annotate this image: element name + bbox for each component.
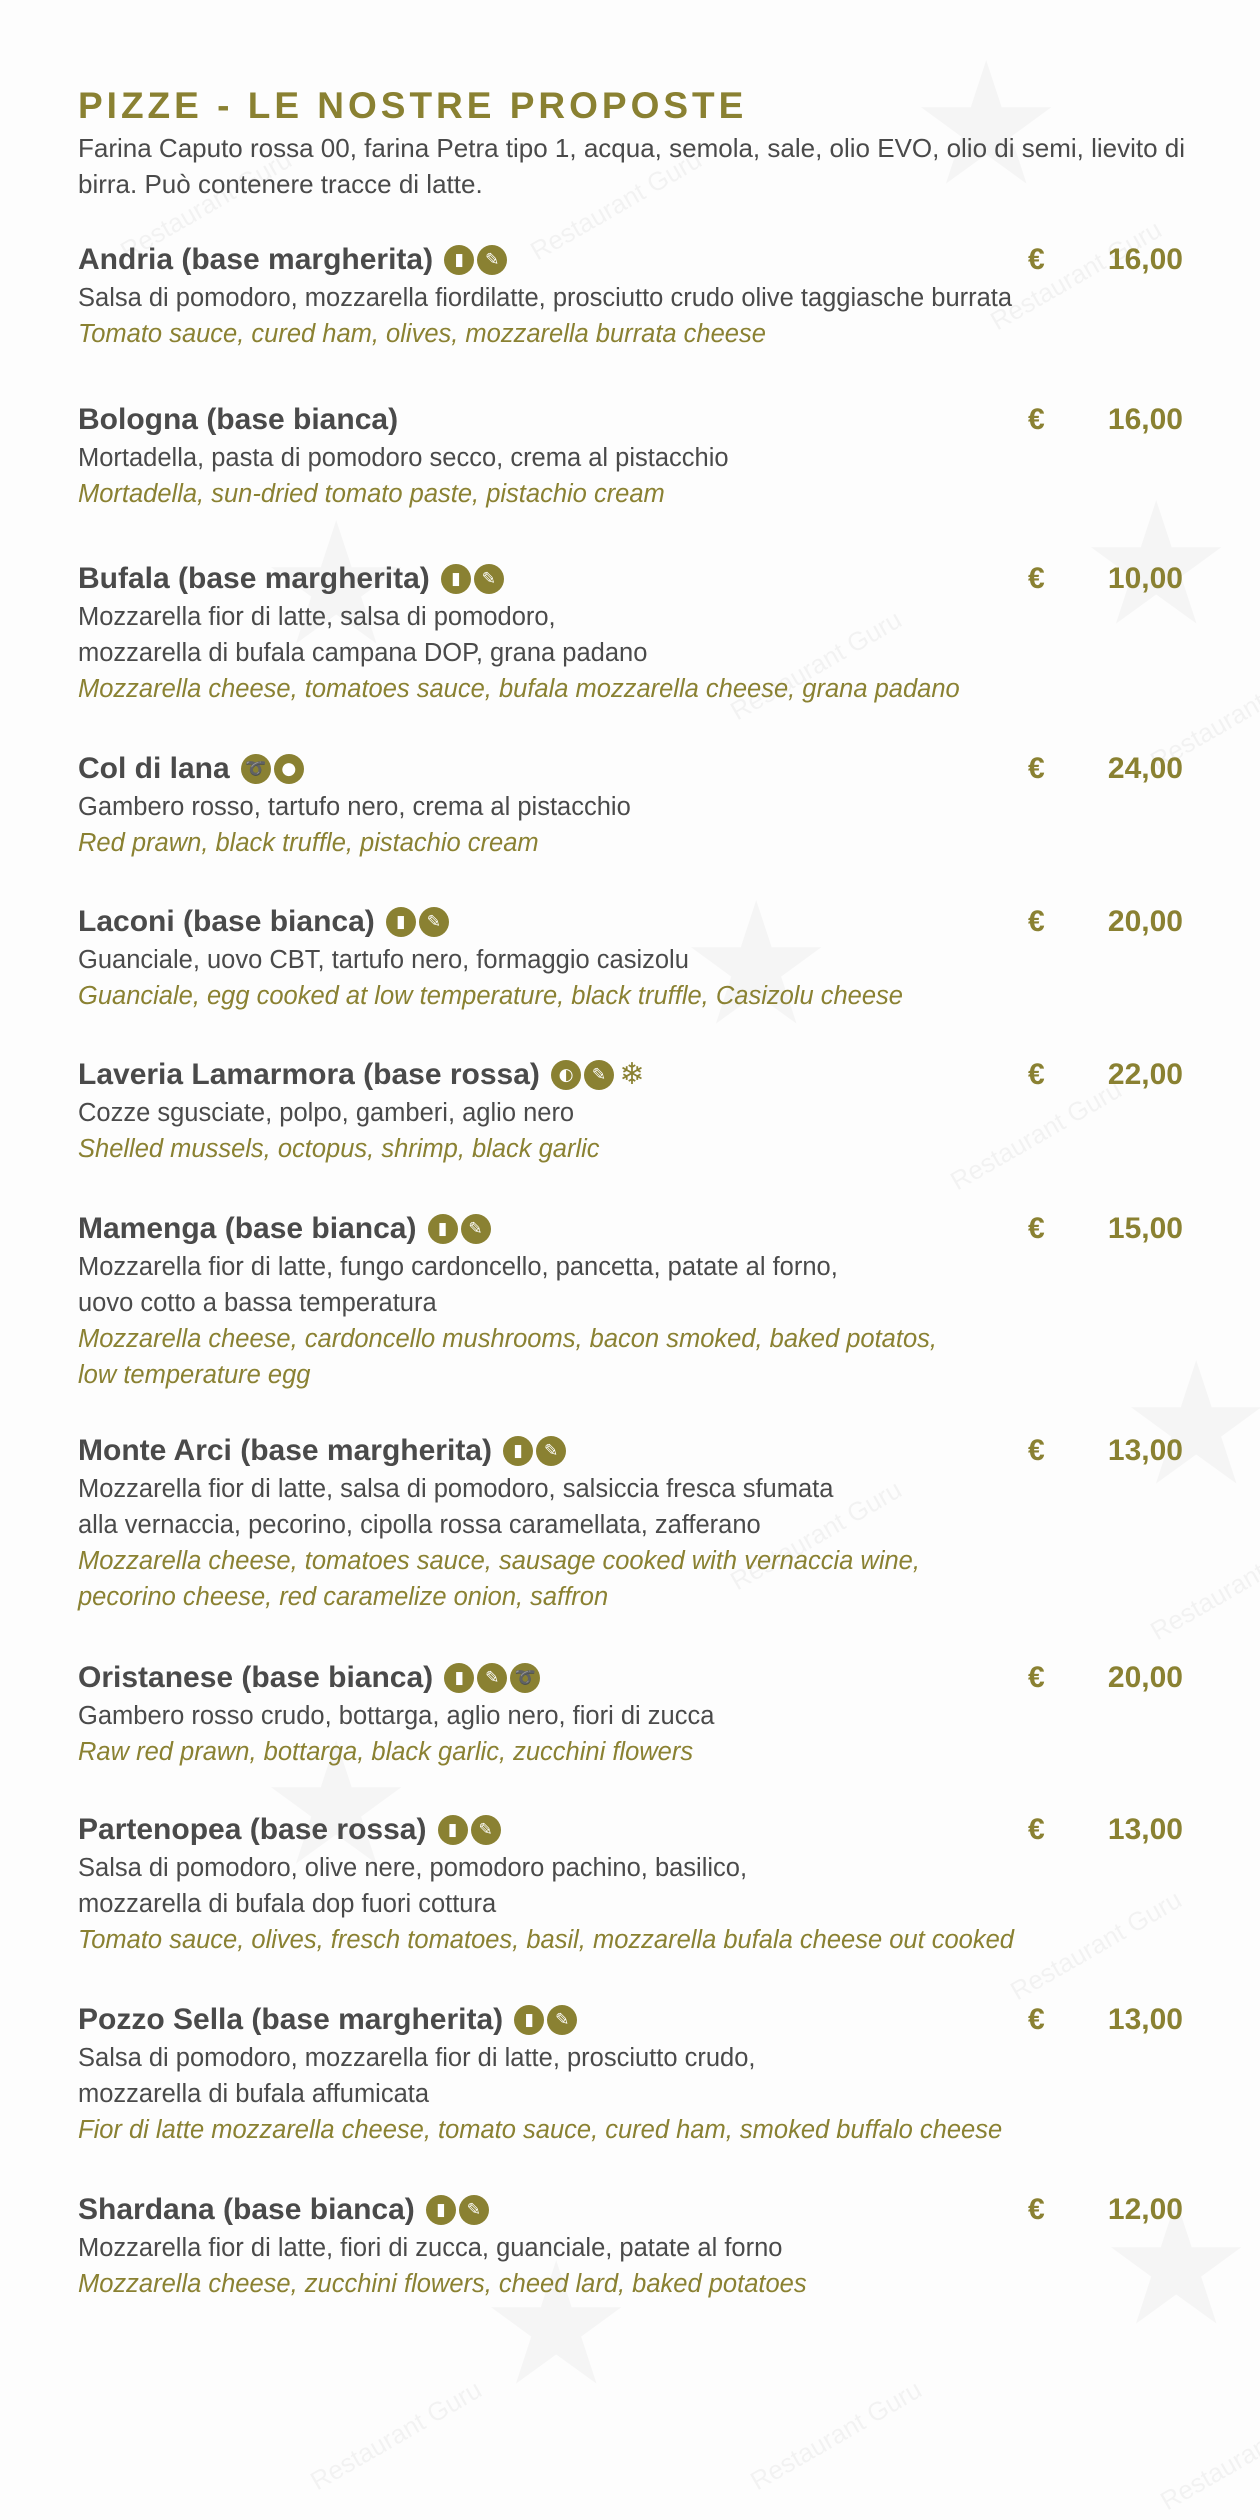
- item-english: Raw red prawn, bottarga, black garlic, zucchini flowers: [78, 1738, 694, 1766]
- item-english: Mozzarella cheese, tomatoes sauce, sausage cooked with vernaccia wine, pecorino cheese, red caramelize onion, saffron: [78, 1547, 920, 1611]
- currency-symbol: €: [1028, 1434, 1045, 1467]
- bottle-icon: ▮: [514, 2005, 544, 2035]
- item-name: Monte Arci (base margherita): [78, 1434, 492, 1467]
- item-english: Mozzarella cheese, tomatoes sauce, bufala mozzarella cheese, grana padano: [78, 675, 960, 703]
- item-name: Pozzo Sella (base margherita): [78, 2003, 504, 2036]
- item-description: Gambero rosso crudo, bottarga, aglio nero, fiori di zucca: [78, 1702, 715, 1730]
- item-price: 10,00: [1107, 562, 1183, 595]
- shrimp-icon: ➰: [241, 754, 271, 784]
- item-name: Bufala (base margherita): [78, 562, 430, 595]
- item-price: 22,00: [1107, 1058, 1183, 1091]
- currency-symbol: €: [1028, 403, 1045, 436]
- menu-item: [78, 2000, 1183, 2148]
- item-price: 15,00: [1107, 1212, 1183, 1245]
- item-description: Gambero rosso, tartufo nero, crema al pistacchio: [78, 793, 631, 821]
- item-price: 24,00: [1107, 752, 1183, 785]
- item-description: Salsa di pomodoro, mozzarella fior di latte, prosciutto crudo, mozzarella di bufala affumicata: [78, 2044, 756, 2108]
- item-price: 16,00: [1107, 403, 1183, 436]
- wheat-icon: ✎: [536, 1436, 566, 1466]
- menu-item: [78, 902, 1183, 1014]
- menu-item: [78, 240, 1183, 352]
- item-description: Mozzarella fior di latte, fiori di zucca, guanciale, patate al forno: [78, 2234, 783, 2262]
- wheat-icon: ✎: [477, 1663, 507, 1693]
- page-title: PIZZE - LE NOSTRE PROPOSTE: [78, 85, 748, 126]
- bottle-icon: ▮: [428, 1214, 458, 1244]
- menu-item: [78, 559, 1183, 707]
- item-name: Bologna (base bianca): [78, 403, 399, 436]
- currency-symbol: €: [1028, 1212, 1045, 1245]
- currency-symbol: €: [1028, 1661, 1045, 1694]
- nut-icon: ●: [274, 754, 304, 784]
- menu-item: [78, 1055, 1183, 1167]
- item-description: Mozzarella fior di latte, salsa di pomodoro, salsiccia fresca sfumata alla vernaccia, pecorino, cipolla rossa caramellata, zafferano: [78, 1475, 834, 1539]
- item-name: Andria (base margherita): [78, 243, 434, 276]
- item-description: Salsa di pomodoro, olive nere, pomodoro pachino, basilico, mozzarella di bufala dop fuori cottura: [78, 1854, 748, 1918]
- item-english: Shelled mussels, octopus, shrimp, black garlic: [78, 1135, 600, 1163]
- currency-symbol: €: [1028, 243, 1045, 276]
- bottle-icon: ▮: [444, 1663, 474, 1693]
- watermark-text: [305, 2374, 487, 2497]
- bottle-icon: ▮: [386, 907, 416, 937]
- bottle-icon: ▮: [426, 2195, 456, 2225]
- item-name: Col di lana: [78, 752, 230, 785]
- intro-text: Farina Caputo rossa 00, farina Petra tipo 1, acqua, semola, sale, olio EVO, olio di semi, lievito di birra. Può contenere tracce di latte.: [78, 133, 1186, 200]
- menu-item: [78, 1431, 1183, 1615]
- item-english: Tomato sauce, cured ham, olives, mozzarella burrata cheese: [78, 320, 766, 348]
- menu-item: [78, 2190, 1183, 2302]
- currency-symbol: €: [1028, 1813, 1045, 1846]
- currency-symbol: €: [1028, 905, 1045, 938]
- item-price: 20,00: [1107, 1661, 1183, 1694]
- menu-item: [78, 749, 1183, 861]
- wheat-icon: ✎: [419, 907, 449, 937]
- shrimp-icon: ➰: [510, 1663, 540, 1693]
- item-name: Laveria Lamarmora (base rossa): [78, 1058, 540, 1091]
- wheat-icon: ✎: [547, 2005, 577, 2035]
- item-english: Tomato sauce, olives, fresch tomatoes, basil, mozzarella bufala cheese out cooked: [78, 1926, 1014, 1954]
- currency-symbol: €: [1028, 1058, 1045, 1091]
- item-price: 16,00: [1107, 243, 1183, 276]
- watermark-text: [745, 2374, 927, 2497]
- menu-item: [78, 1810, 1183, 1958]
- item-name: Partenopea (base rossa): [78, 1813, 427, 1846]
- wheat-icon: ✎: [474, 564, 504, 594]
- fish-icon: ◐: [551, 1060, 581, 1090]
- currency-symbol: €: [1028, 752, 1045, 785]
- item-english: Mozzarella cheese, cardoncello mushrooms, bacon smoked, baked potatos, low temperature egg: [78, 1325, 937, 1389]
- wheat-icon: ✎: [471, 1815, 501, 1845]
- item-english: Red prawn, black truffle, pistachio cream: [78, 829, 539, 857]
- item-english: Guanciale, egg cooked at low temperature, black truffle, Casizolu cheese: [78, 982, 903, 1010]
- bottle-icon: ▮: [441, 564, 471, 594]
- item-description: Mozzarella fior di latte, salsa di pomodoro, mozzarella di bufala campana DOP, grana padano: [78, 603, 648, 667]
- item-name: Oristanese (base bianca): [78, 1661, 434, 1694]
- item-price: 13,00: [1107, 2003, 1183, 2036]
- snowflake-icon: ❄: [619, 1057, 645, 1092]
- item-description: Mozzarella fior di latte, fungo cardoncello, pancetta, patate al forno, uovo cotto a bassa temperatura: [78, 1253, 838, 1317]
- item-price: 13,00: [1107, 1813, 1183, 1846]
- wheat-icon: ✎: [477, 245, 507, 275]
- item-description: Mortadella, pasta di pomodoro secco, crema al pistacchio: [78, 444, 729, 472]
- currency-symbol: €: [1028, 2003, 1045, 2036]
- menu-item: [78, 1658, 1183, 1770]
- menu-page: [78, 84, 1186, 2298]
- currency-symbol: €: [1028, 562, 1045, 595]
- item-english: Fior di latte mozzarella cheese, tomato sauce, cured ham, smoked buffalo cheese: [78, 2116, 1003, 2144]
- item-price: 12,00: [1107, 2193, 1183, 2226]
- item-english: Mortadella, sun-dried tomato paste, pistachio cream: [78, 480, 665, 508]
- wheat-icon: ✎: [584, 1060, 614, 1090]
- item-name: Laconi (base bianca): [78, 905, 375, 938]
- menu-item: [78, 400, 1183, 512]
- item-description: Salsa di pomodoro, mozzarella fiordilatte, prosciutto crudo olive taggiasche burrata: [78, 284, 1013, 312]
- item-price: 20,00: [1107, 905, 1183, 938]
- item-description: Cozze sgusciate, polpo, gamberi, aglio nero: [78, 1099, 575, 1127]
- bottle-icon: ▮: [503, 1436, 533, 1466]
- watermark-text: [1155, 2394, 1260, 2517]
- wheat-icon: ✎: [459, 2195, 489, 2225]
- bottle-icon: ▮: [444, 245, 474, 275]
- item-description: Guanciale, uovo CBT, tartufo nero, formaggio casizolu: [78, 946, 689, 974]
- item-price: 13,00: [1107, 1434, 1183, 1467]
- currency-symbol: €: [1028, 2193, 1045, 2226]
- menu-item: [78, 1209, 1183, 1393]
- bottle-icon: ▮: [438, 1815, 468, 1845]
- item-name: Shardana (base bianca): [78, 2193, 415, 2226]
- item-english: Mozzarella cheese, zucchini flowers, cheed lard, baked potatoes: [78, 2270, 807, 2298]
- item-name: Mamenga (base bianca): [78, 1212, 417, 1245]
- wheat-icon: ✎: [461, 1214, 491, 1244]
